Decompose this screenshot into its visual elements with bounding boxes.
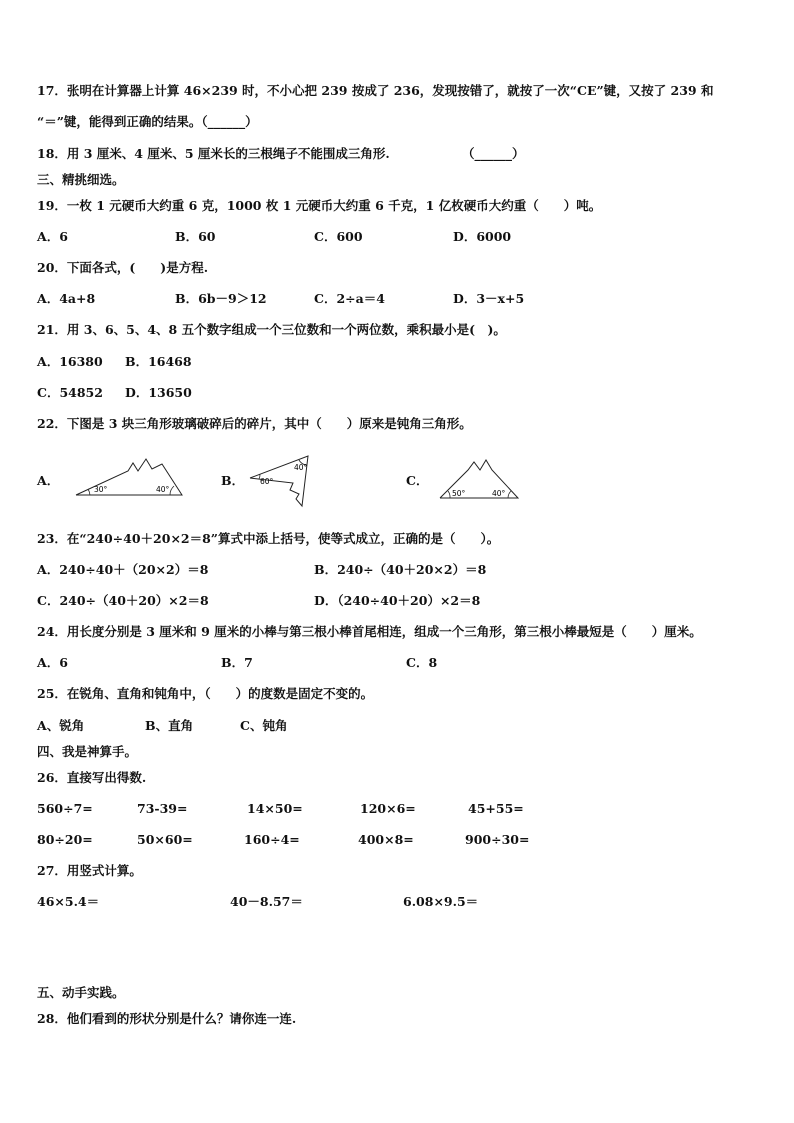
q23-option-a: A．240÷40＋（20×2）＝8 <box>37 562 209 577</box>
q18-text: 18．用 3 厘米、4 厘米、5 厘米长的三根绳子不能围成三角形. <box>37 146 390 161</box>
q27-text: 27．用竖式计算。 <box>37 863 142 878</box>
q26-row2-item2: 50×60= <box>137 832 193 847</box>
q24-option-b: B．7 <box>221 655 253 670</box>
q27-item3: 6.08×9.5＝ <box>403 894 479 909</box>
q25-option-b: B、直角 <box>145 718 194 733</box>
q19-option-d: D．6000 <box>453 229 512 244</box>
q24-option-c: C．8 <box>406 655 438 670</box>
fig-a-angle-left: 30° <box>94 485 108 494</box>
q26-row1-item2: 73-39= <box>137 801 188 816</box>
q23-text: 23．在“240÷40＋20×2＝8”算式中添上括号，使等式成立，正确的是（ ）。 <box>37 531 500 546</box>
q26-row1-item3: 14×50= <box>247 801 303 816</box>
fig-c-angle-right: 40° <box>492 489 506 498</box>
q21-option-c: C．54852 <box>37 385 103 400</box>
q27-item1: 46×5.4＝ <box>37 894 100 909</box>
q22-text: 22．下图是 3 块三角形玻璃破碎后的碎片，其中（ ）原来是钝角三角形。 <box>37 416 472 431</box>
fig-b-angle-top: 40° <box>294 463 308 472</box>
fig-a-angle-right: 40° <box>156 485 170 494</box>
q21-option-a: A．16380 <box>37 354 103 369</box>
q21-option-b: B．16468 <box>125 354 192 369</box>
q22-option-a: A． <box>37 473 60 488</box>
q19-text: 19．一枚 1 元硬币大约重 6 克，1000 枚 1 元硬币大约重 6 千克，1 亿枚硬币大约重（ ）吨。 <box>37 198 602 213</box>
section-3-heading: 三、精挑细选。 <box>37 172 125 187</box>
fig-b-angle-left: 60° <box>260 477 274 486</box>
q20-option-b: B．6b－9＞12 <box>175 291 267 306</box>
q25-option-c: C、钝角 <box>240 718 288 733</box>
q23-option-d: D．（240÷40＋20）×2＝8 <box>314 593 481 608</box>
q26-row1-item1: 560÷7= <box>37 801 93 816</box>
q20-option-d: D．3－x+5 <box>453 291 525 306</box>
q17-line2: “＝”键，能得到正确的结果。（______） <box>37 114 258 129</box>
q22-option-b: B． <box>221 473 245 488</box>
fig-c-angle-left: 50° <box>452 489 466 498</box>
section-4-heading: 四、我是神算手。 <box>37 744 138 759</box>
q27-item2: 40－8.57＝ <box>230 894 303 909</box>
q20-text: 20．下面各式，( )是方程. <box>37 260 209 275</box>
q26-row2-item4: 400×8= <box>358 832 414 847</box>
q26-row2-item5: 900÷30= <box>465 832 530 847</box>
q26-row1-item4: 120×6= <box>360 801 416 816</box>
q18-blank: （______） <box>462 146 525 161</box>
q24-option-a: A．6 <box>37 655 68 670</box>
q23-option-c: C．240÷（40＋20）×2＝8 <box>37 593 209 608</box>
q28-text: 28．他们看到的形状分别是什么？请你连一连. <box>37 1011 297 1026</box>
triangle-fragment-a <box>70 455 188 501</box>
q24-text: 24．用长度分别是 3 厘米和 9 厘米的小棒与第三根小棒首尾相连，组成一个三角形，第三根小棒最短是（ ）厘米。 <box>37 624 702 639</box>
q22-option-c: C． <box>406 473 429 488</box>
q26-row2-item3: 160÷4= <box>244 832 300 847</box>
section-5-heading: 五、动手实践。 <box>37 985 125 1000</box>
q17-line1: 17．张明在计算器上计算 46×239 时，不小心把 239 按成了 236，发现按错了，就按了一次“CE”键，又按了 239 和 <box>37 83 714 98</box>
q25-text: 25．在锐角、直角和钝角中，（ ）的度数是固定不变的。 <box>37 686 374 701</box>
q19-option-c: C．600 <box>314 229 363 244</box>
q19-option-a: A．6 <box>37 229 68 244</box>
q20-option-a: A．4a+8 <box>37 291 96 306</box>
q23-option-b: B．240÷（40＋20×2）＝8 <box>314 562 487 577</box>
q19-option-b: B．60 <box>175 229 216 244</box>
q20-option-c: C．2÷a＝4 <box>314 291 385 306</box>
q26-row1-item5: 45+55= <box>468 801 524 816</box>
q21-option-d: D．13650 <box>125 385 192 400</box>
triangle-fragment-b <box>244 452 314 512</box>
q26-text: 26．直接写出得数. <box>37 770 147 785</box>
q21-text: 21．用 3、6、5、4、8 五个数字组成一个三位数和一个两位数，乘积最小是( )。 <box>37 322 506 337</box>
triangle-fragment-c <box>436 458 522 504</box>
q25-option-a: A、锐角 <box>37 718 85 733</box>
q26-row2-item1: 80÷20= <box>37 832 93 847</box>
